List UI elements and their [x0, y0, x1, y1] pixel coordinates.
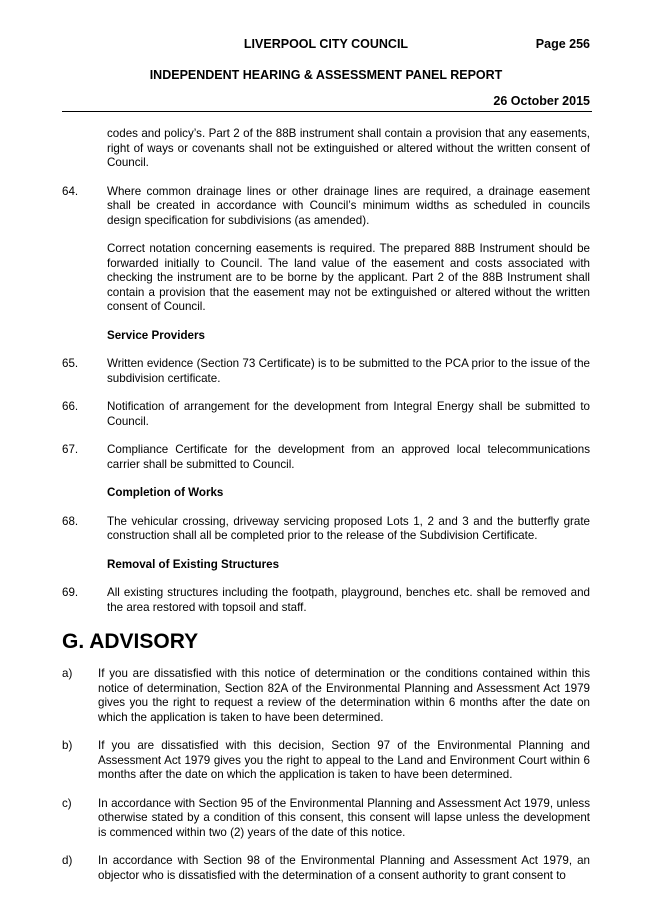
condition-64-notation: Correct notation concerning easements is required. The prepared 88B Instrument should be forwarded initially to Council. The land value of the easement and costs associated with checking the instrument are to be borne by the applicant. Part 2 of the 88B Instrument shall contain a provision that the easement may not be extinguished or altered without the written consent of Council. [107, 242, 590, 313]
condition-text: The vehicular crossing, driveway servicing proposed Lots 1, 2 and 3 and the butterfly grate construction shall all be completed prior to the release of the Subdivision Certificate. [107, 514, 590, 542]
advisory-letter: d) [62, 854, 73, 867]
advisory-c [62, 797, 590, 841]
condition-number: 67. [62, 443, 79, 456]
condition-number: 64. [62, 184, 79, 198]
condition-text: Where common drainage lines or other drainage lines are required, a drainage easement shall be created in accordance with Council’s minimum widths as scheduled in councils design specification for subdivisions (as amended). [107, 184, 590, 227]
condition-number: 69. [62, 586, 79, 599]
condition-66 [62, 400, 590, 429]
advisory-letter: b) [62, 739, 73, 752]
advisory-d [62, 854, 590, 883]
heading-completion-of-works: Completion of Works [107, 486, 224, 499]
council-name: LIVERPOOL CITY COUNCIL [243, 37, 409, 51]
condition-68 [62, 515, 590, 544]
condition-text: All existing structures including the footpath, playground, benches etc. shall be removed and the area restored with topsoil and staff. [107, 586, 590, 614]
header-divider [62, 111, 592, 112]
condition-text: Written evidence (Section 73 Certificate) is to be submitted to the PCA prior to the issue of the subdivision certificate. [107, 357, 590, 385]
advisory-letter: c) [62, 796, 72, 810]
condition-67 [62, 443, 590, 472]
condition-number: 65. [62, 357, 79, 370]
condition-64 [62, 185, 590, 229]
advisory-text: In accordance with Section 98 of the Environmental Planning and Assessment Act 1979, an objector who is dissatisfied with the determination of a consent authority to grant consent to [98, 854, 590, 882]
document-body [62, 127, 590, 883]
condition-65 [62, 357, 590, 386]
advisory-b [62, 739, 590, 783]
continued-paragraph: codes and policy’s. Part 2 of the 88B instrument shall contain a provision that any easements, right of ways or covenants shall not be extinguished or altered without the written consent of Council. [107, 127, 590, 169]
advisory-letter: a) [62, 667, 73, 680]
condition-text: Compliance Certificate for the development from an approved local telecommunications carrier shall be submitted to Council. [107, 443, 590, 471]
condition-text: Notification of arrangement for the development from Integral Energy shall be submitted to Council. [107, 400, 590, 428]
condition-number: 68. [62, 514, 79, 528]
advisory-a [62, 667, 590, 725]
condition-69 [62, 586, 590, 615]
heading-removal-of-structures: Removal of Existing Structures [107, 557, 280, 571]
condition-number: 66. [62, 400, 79, 413]
advisory-text: If you are dissatisfied with this notice of determination or the conditions contained within this notice of determination, Section 82A of the Environmental Planning and Assessment Act 1979 gives you the right to request a review of the determination within 6 months after the date on which the application is taken to have been determined. [98, 667, 590, 724]
heading-service-providers: Service Providers [107, 328, 205, 342]
page-number: Page 256 [535, 37, 590, 51]
advisory-text: In accordance with Section 95 of the Environmental Planning and Assessment Act 1979, unless otherwise stated by a condition of this consent, this consent will lapse unless the development is commenced within two (2) years of the date of this notice. [98, 796, 590, 839]
report-date: 26 October 2015 [493, 94, 590, 108]
advisory-text: If you are dissatisfied with this decision, Section 97 of the Environmental Planning and Assessment Act 1979 gives you the right to appeal to the Land and Environment Court within 6 months after the date on which the application is taken to have been determined. [98, 739, 590, 781]
report-title: INDEPENDENT HEARING & ASSESSMENT PANEL REPORT [149, 68, 503, 82]
section-heading-advisory: G. ADVISORY [62, 630, 199, 653]
